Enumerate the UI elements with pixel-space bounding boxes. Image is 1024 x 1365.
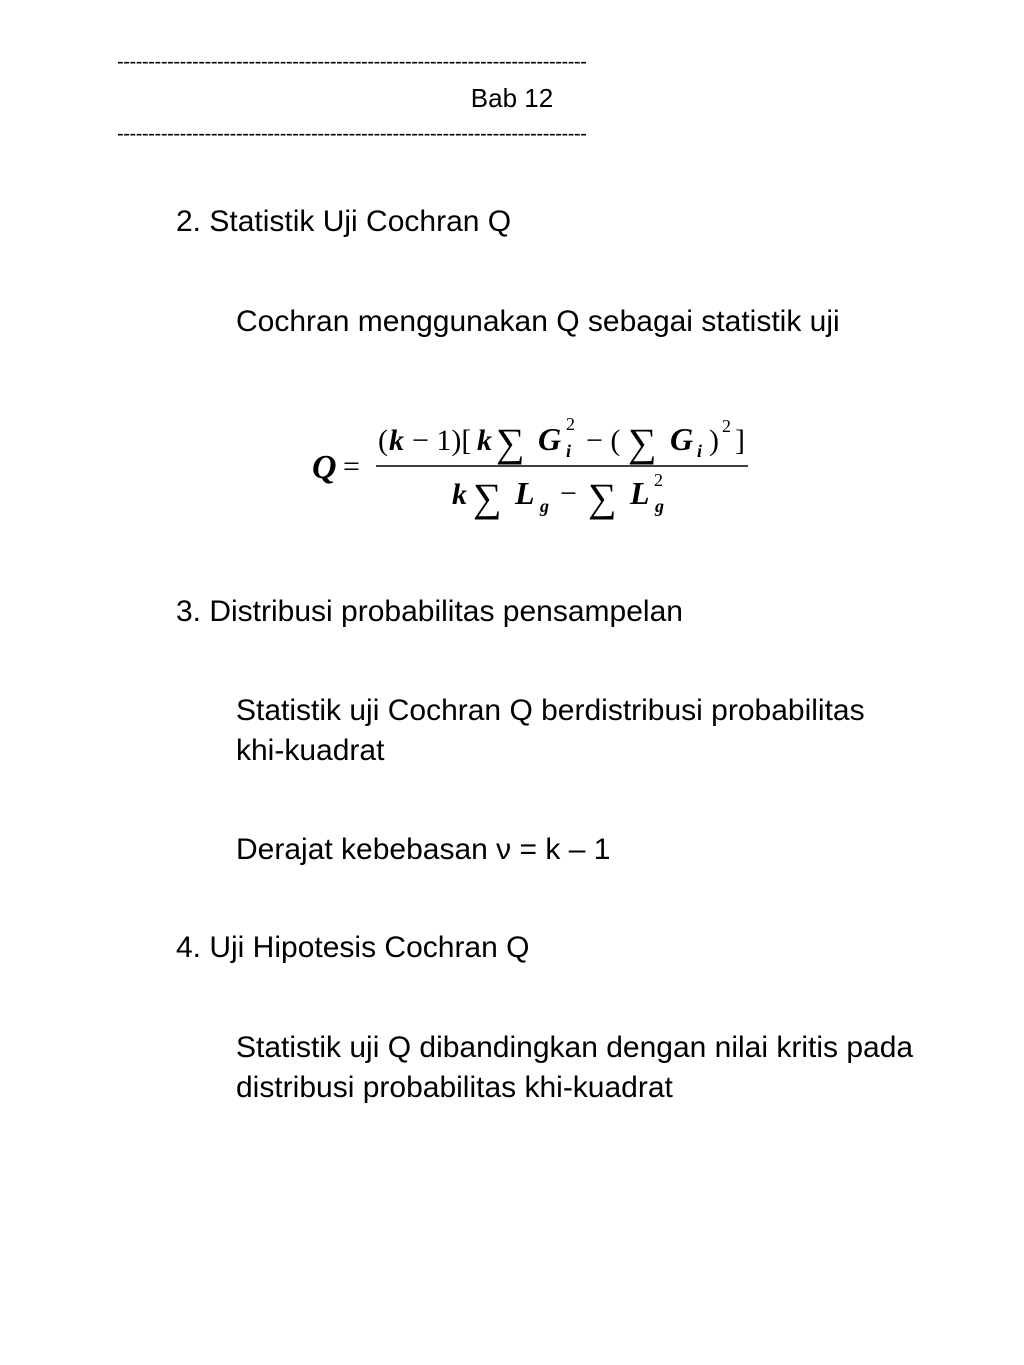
- num-open-paren: (: [378, 424, 388, 457]
- section-3-paragraph: Statistik uji Cochran Q berdistribusi probabilitas khi-kuadrat: [236, 694, 865, 767]
- den-g1: g: [540, 496, 549, 516]
- den-sum2: ∑: [588, 475, 617, 520]
- num-bracket: ]: [735, 424, 745, 457]
- num-close-paren: ): [709, 424, 719, 457]
- den-g2: g: [655, 496, 664, 516]
- num-sum2: ∑: [628, 420, 657, 465]
- section-heading-2: 2. Statistik Uji Cochran Q: [176, 205, 512, 238]
- den-k: k: [452, 478, 467, 511]
- formula-q: Q: [312, 449, 337, 486]
- num-sq2: 2: [722, 416, 731, 436]
- num-minus-one: − 1)[: [412, 424, 472, 457]
- den-sum1: ∑: [473, 475, 502, 520]
- section-heading-3: 3. Distribusi probabilitas pensampelan: [176, 595, 683, 628]
- chapter-title: Bab 12: [470, 83, 554, 113]
- degrees-of-freedom: Derajat kebebasan ν = k – 1: [236, 833, 611, 866]
- formula-equals: =: [343, 450, 360, 483]
- num-sum1: ∑: [496, 420, 525, 465]
- den-l2: L: [630, 475, 650, 511]
- num-g2: G: [670, 421, 694, 457]
- section-4-paragraph: Statistik uji Q dibandingkan dengan nilai kritis pada distribusi probabilitas khi-kuadrat: [236, 1031, 914, 1104]
- den-sq: 2: [654, 470, 663, 490]
- num-sq1: 2: [566, 414, 575, 434]
- bottom-dashed-rule: ---------------------------------------------------------------------------: [117, 123, 587, 145]
- den-minus: −: [560, 477, 577, 510]
- top-dashed-rule: ---------------------------------------------------------------------------: [117, 51, 587, 73]
- den-l1: L: [515, 475, 535, 511]
- section-heading-4: 4. Uji Hipotesis Cochran Q: [176, 931, 530, 964]
- section-2-paragraph: Cochran menggunakan Q sebagai statistik uji: [236, 305, 840, 338]
- num-minus-open: − (: [586, 424, 621, 457]
- num-i2: i: [697, 441, 703, 461]
- num-g1: G: [538, 421, 562, 457]
- num-i1: i: [566, 441, 572, 461]
- num-k1: k: [389, 424, 404, 457]
- num-k2: k: [477, 424, 492, 457]
